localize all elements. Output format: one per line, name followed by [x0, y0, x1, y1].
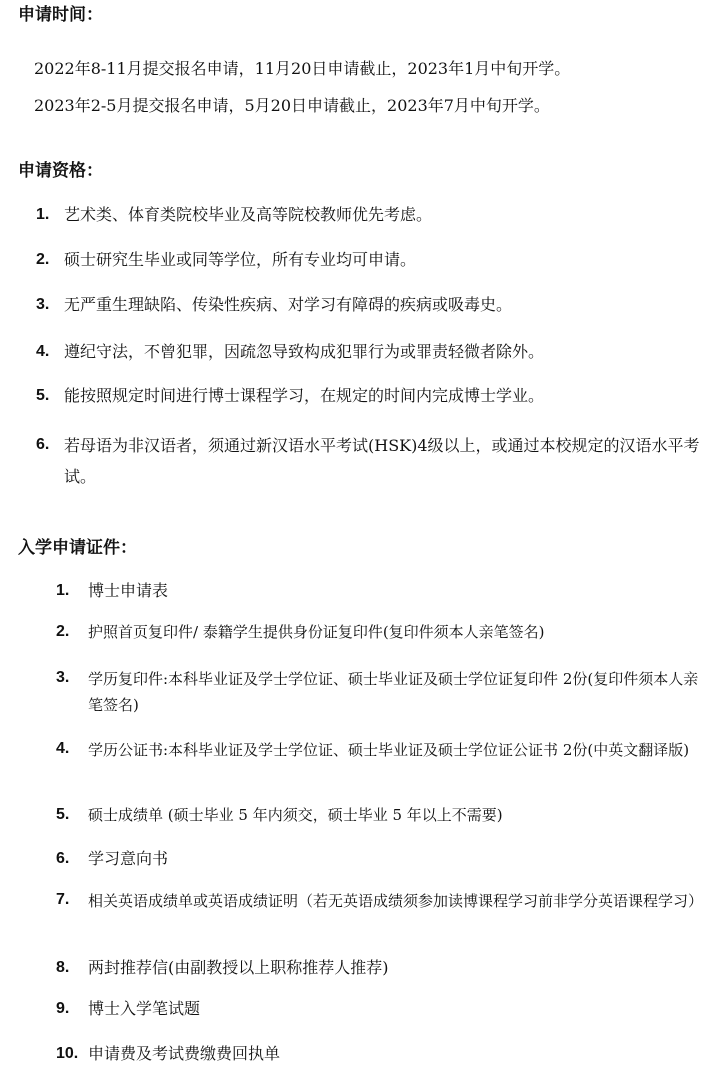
list-number: 6.	[36, 436, 50, 453]
application-time-line: 2023年2-5月提交报名申请，5月20日申请截止，2023年7月中旬开学。	[34, 96, 550, 115]
documents-item	[56, 956, 710, 980]
documents-item	[56, 847, 710, 871]
documents-item	[56, 1042, 710, 1066]
documents-title: 入学申请证件：	[18, 538, 137, 558]
list-number: 1.	[36, 206, 50, 223]
list-number: 3.	[36, 296, 50, 313]
eligibility-item	[36, 293, 706, 317]
list-text: 学历公证书:本科毕业证及学士学位证、硕士毕业证及硕士学位证公证书 2份(中英文翻译版)	[88, 741, 690, 759]
list-text: 学历复印件:本科毕业证及学士学位证、硕士毕业证及硕士学位证复印件 2份(复印件须本人亲笔签名)	[88, 670, 699, 714]
list-number: 10.	[56, 1045, 79, 1062]
list-number: 3.	[56, 669, 70, 686]
list-text: 艺术类、体育类院校毕业及高等院校教师优先考虑。	[64, 205, 433, 224]
list-text: 遵纪守法，不曾犯罪，因疏忽导致构成犯罪行为或罪责轻微者除外。	[64, 342, 545, 361]
list-text: 学习意向书	[88, 849, 169, 868]
list-text: 相关英语成绩单或英语成绩证明（若无英语成绩须参加读博课程学习前非学分英语课程学习）	[88, 892, 704, 910]
list-text: 无严重生理缺陷、传染性疾病、对学习有障碍的疾病或吸毒史。	[64, 295, 513, 314]
documents-item	[56, 997, 710, 1021]
documents-item	[56, 888, 710, 914]
list-number: 2.	[36, 251, 50, 268]
documents-item	[56, 737, 710, 763]
documents-item	[56, 666, 710, 718]
list-text: 博士申请表	[88, 581, 169, 600]
eligibility-item	[36, 433, 706, 492]
list-number: 5.	[36, 387, 50, 404]
documents-item	[56, 579, 710, 603]
eligibility-item	[36, 248, 706, 272]
list-number: 7.	[56, 891, 70, 908]
list-number: 6.	[56, 850, 70, 867]
documents-item	[56, 803, 710, 827]
eligibility-title: 申请资格：	[18, 161, 103, 181]
list-text: 能按照规定时间进行博士课程学习，在规定的时间内完成博士学业。	[64, 386, 545, 405]
list-number: 9.	[56, 1000, 70, 1017]
application-time-title: 申请时间：	[18, 5, 103, 25]
eligibility-item	[36, 340, 706, 364]
list-text: 博士入学笔试题	[88, 999, 201, 1018]
list-number: 1.	[56, 582, 70, 599]
list-number: 8.	[56, 959, 70, 976]
list-text: 申请费及考试费缴费回执单	[88, 1044, 281, 1063]
eligibility-item	[36, 384, 706, 408]
list-text: 若母语为非汉语者，须通过新汉语水平考试(HSK)4级以上，或通过本校规定的汉语水平考试。	[64, 436, 700, 486]
list-number: 4.	[36, 343, 50, 360]
list-number: 4.	[56, 740, 70, 757]
list-number: 5.	[56, 806, 70, 823]
list-text: 硕士成绩单 (硕士毕业 5 年内须交，硕士毕业 5 年以上不需要)	[88, 806, 503, 824]
list-text: 硕士研究生毕业或同等学位，所有专业均可申请。	[64, 250, 417, 269]
documents-item	[56, 620, 710, 644]
list-number: 2.	[56, 623, 70, 640]
application-time-line: 2022年8-11月提交报名申请，11月20日申请截止，2023年1月中旬开学。	[34, 59, 571, 78]
eligibility-item	[36, 203, 706, 227]
list-text: 护照首页复印件/ 泰籍学生提供身份证复印件(复印件须本人亲笔签名)	[88, 623, 545, 641]
list-text: 两封推荐信(由副教授以上职称推荐人推荐)	[88, 958, 389, 977]
